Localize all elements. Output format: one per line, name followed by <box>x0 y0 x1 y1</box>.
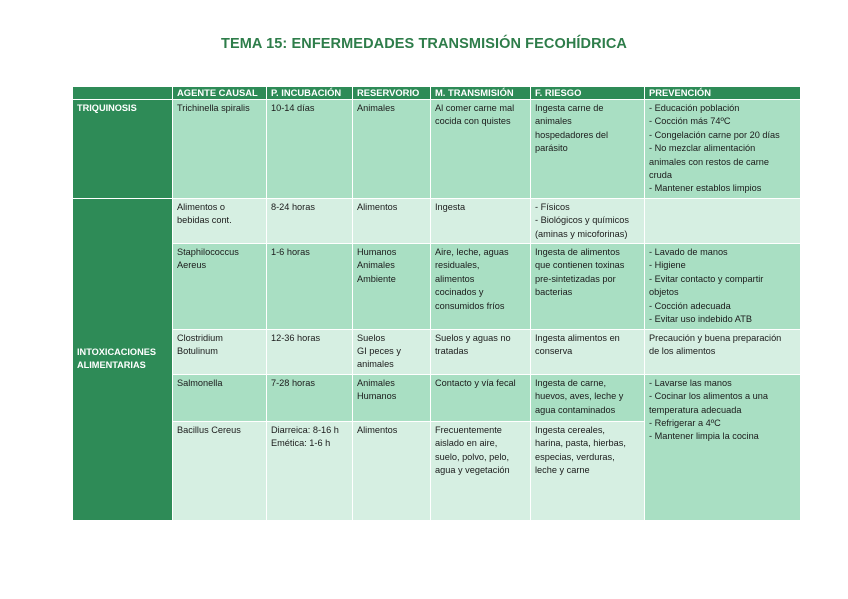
cell-riesgo <box>531 100 645 199</box>
group-label-line: INTOXICACIONES <box>77 346 156 357</box>
cell-text-line: - No mezclar alimentación <box>649 143 756 154</box>
cell-text-line: - Lavarse las manos <box>649 377 732 388</box>
cell-text-line: Aereus <box>177 260 207 271</box>
header-empty <box>73 87 173 100</box>
cell-text-line: Ingesta de carne, <box>535 377 606 388</box>
cell-incubacion <box>267 374 353 421</box>
cell-incubacion <box>267 421 353 520</box>
cell-incubacion <box>267 329 353 374</box>
cell-transmision <box>431 374 531 421</box>
cell-text-line: Contacto y vía fecal <box>435 377 516 388</box>
cell-text-line: - Lavado de manos <box>649 247 728 258</box>
cell-text-line: bacterias <box>535 287 573 298</box>
cell-riesgo <box>531 374 645 421</box>
cell-agente <box>173 374 267 421</box>
cell-reservorio <box>353 374 431 421</box>
cell-text-line: de los alimentos <box>649 345 716 356</box>
disease-table <box>72 86 801 521</box>
cell-transmision <box>431 244 531 329</box>
cell-text-line: Staphilococcus <box>177 247 239 258</box>
cell-text-line: Aire, leche, aguas <box>435 247 509 258</box>
cell-text-line: Suelos y aguas no <box>435 332 511 343</box>
group-label-intoxicaciones <box>73 198 173 520</box>
cell-text-line: Animales <box>357 377 395 388</box>
cell-text-line: bebidas cont. <box>177 215 232 226</box>
cell-text-line: - Higiene <box>649 260 686 271</box>
cell-agente <box>173 421 267 520</box>
cell-transmision <box>431 198 531 243</box>
cell-incubacion <box>267 198 353 243</box>
cell-transmision <box>431 329 531 374</box>
header-agente-causal: AGENTE CAUSAL <box>173 87 267 100</box>
cell-text-line: Salmonella <box>177 377 223 388</box>
cell-text-line: leche y carne <box>535 464 590 475</box>
cell-text-line: agua contaminados <box>535 404 616 415</box>
cell-text-line: Ingesta <box>435 201 466 212</box>
cell-text-line: - Educación población <box>649 103 740 113</box>
cell-text-line: Ingesta alimentos en <box>535 332 620 343</box>
cell-prevencion <box>645 198 801 243</box>
table-header-row <box>73 87 801 100</box>
cell-agente <box>173 329 267 374</box>
header-transmision: M. TRANSMISIÓN <box>431 87 531 100</box>
cell-text-line: animales <box>357 359 394 370</box>
cell-text-line: Emética: 1-6 h <box>271 438 331 449</box>
page-title: TEMA 15: ENFERMEDADES TRANSMISIÓN FECOHÍDRICA <box>221 36 627 52</box>
cell-text-line: 1-6 horas <box>271 247 310 258</box>
cell-prevencion <box>645 244 801 329</box>
cell-text-line: Ingesta cereales, <box>535 424 605 435</box>
cell-text-line: harina, pasta, hierbas, <box>535 438 626 449</box>
cell-text-line: 12-36 horas <box>271 332 321 343</box>
table-row-salmonella <box>73 374 801 421</box>
cell-text-line: alimentos <box>435 273 475 284</box>
cell-transmision <box>431 421 531 520</box>
cell-reservorio <box>353 198 431 243</box>
cell-text-line: que contienen toxinas <box>535 260 625 271</box>
cell-text-line: 10-14 días <box>271 103 315 113</box>
cell-text-line: - Mantener limpia la cocina <box>649 431 759 442</box>
cell-text-line: animales con restos de carne <box>649 156 770 167</box>
cell-text-line: Alimentos o <box>177 201 226 212</box>
cell-text-line: especias, verduras, <box>535 451 615 462</box>
cell-text-line: animales <box>535 116 572 127</box>
cell-text-line: parásito <box>535 143 568 154</box>
cell-text-line: Clostridium <box>177 332 223 343</box>
cell-text-line: - Refrigerar a 4ºC <box>649 417 721 428</box>
cell-text-line: Ingesta de alimentos <box>535 247 620 258</box>
cell-text-line: - Evitar contacto y compartir <box>649 273 764 284</box>
cell-text-line: cocida con quistes <box>435 116 511 127</box>
cell-agente <box>173 198 267 243</box>
cell-text-line: Botulinum <box>177 345 218 356</box>
cell-text-line: Animales <box>357 103 395 113</box>
cell-prevencion <box>645 374 801 520</box>
cell-text-line: - Evitar uso indebido ATB <box>649 314 752 325</box>
cell-text-line: residuales, <box>435 260 480 271</box>
header-reservorio: RESERVORIO <box>353 87 431 100</box>
header-incubacion: P. INCUBACIÓN <box>267 87 353 100</box>
cell-text-line: - Cocinar los alimentos a una <box>649 391 768 402</box>
cell-text-line: Humanos <box>357 247 397 258</box>
cell-text-line: pre-sintetizadas por <box>535 273 616 284</box>
cell-text-line: (aminas y micoforinas) <box>535 228 628 239</box>
cell-reservorio <box>353 329 431 374</box>
cell-riesgo <box>531 198 645 243</box>
cell-agente <box>173 100 267 199</box>
cell-prevencion <box>645 100 801 199</box>
cell-text-line: cocinados y <box>435 287 484 298</box>
header-riesgo: F. RIESGO <box>531 87 645 100</box>
cell-text-line: Trichinella spiralis <box>177 103 250 113</box>
cell-riesgo <box>531 244 645 329</box>
cell-text-line: - Biológicos y químicos <box>535 215 629 226</box>
cell-text-line: Bacillus Cereus <box>177 424 241 435</box>
cell-text-line: huevos, aves, leche y <box>535 391 624 402</box>
cell-riesgo <box>531 329 645 374</box>
cell-text-line: suelo, polvo, pelo, <box>435 451 510 462</box>
cell-incubacion <box>267 100 353 199</box>
cell-text-line: 8-24 horas <box>271 201 315 212</box>
cell-text-line: cruda <box>649 170 672 181</box>
cell-reservorio <box>353 100 431 199</box>
cell-text-line: Suelos <box>357 332 386 343</box>
table-row-staphilococcus <box>73 244 801 329</box>
cell-incubacion <box>267 244 353 329</box>
group-label-line: ALIMENTARIAS <box>77 360 146 371</box>
cell-transmision <box>431 100 531 199</box>
cell-text-line: Alimentos <box>357 201 398 212</box>
cell-text-line: - Mantener establos limpios <box>649 183 762 194</box>
cell-text-line: Ambiente <box>357 273 396 284</box>
cell-text-line: - Cocción adecuada <box>649 300 731 311</box>
group-label-triquinosis: TRIQUINOSIS <box>73 100 173 199</box>
cell-text-line: Diarreica: 8-16 h <box>271 424 339 435</box>
cell-text-line: Ingesta carne de <box>535 103 604 113</box>
cell-text-line: - Cocción más 74ºC <box>649 116 731 127</box>
table-row-alimentos <box>73 198 801 243</box>
cell-reservorio <box>353 244 431 329</box>
cell-agente <box>173 244 267 329</box>
cell-text-line: agua y vegetación <box>435 464 510 475</box>
cell-text-line: consumidos fríos <box>435 300 505 311</box>
cell-text-line: Frecuentemente <box>435 424 502 435</box>
cell-prevencion <box>645 329 801 374</box>
cell-text-line: GI peces y <box>357 345 401 356</box>
table-row-clostridium <box>73 329 801 374</box>
cell-text-line: Animales <box>357 260 395 271</box>
table-row-triquinosis <box>73 100 801 199</box>
cell-text-line: tratadas <box>435 345 469 356</box>
cell-text-line: 7-28 horas <box>271 377 315 388</box>
cell-text-line: aislado en aire, <box>435 438 498 449</box>
cell-text-line: - Congelación carne por 20 días <box>649 129 780 140</box>
cell-text-line: Precaución y buena preparación <box>649 332 782 343</box>
cell-text-line: objetos <box>649 287 679 298</box>
cell-reservorio <box>353 421 431 520</box>
cell-text-line: Humanos <box>357 391 397 402</box>
cell-text-line: temperatura adecuada <box>649 404 742 415</box>
cell-text-line: conserva <box>535 345 573 356</box>
cell-text-line: Alimentos <box>357 424 398 435</box>
cell-text-line: Al comer carne mal <box>435 103 515 113</box>
cell-riesgo <box>531 421 645 520</box>
cell-text-line: hospedadores del <box>535 129 609 140</box>
cell-text-line: - Físicos <box>535 201 570 212</box>
header-prevencion: PREVENCIÓN <box>645 87 801 100</box>
